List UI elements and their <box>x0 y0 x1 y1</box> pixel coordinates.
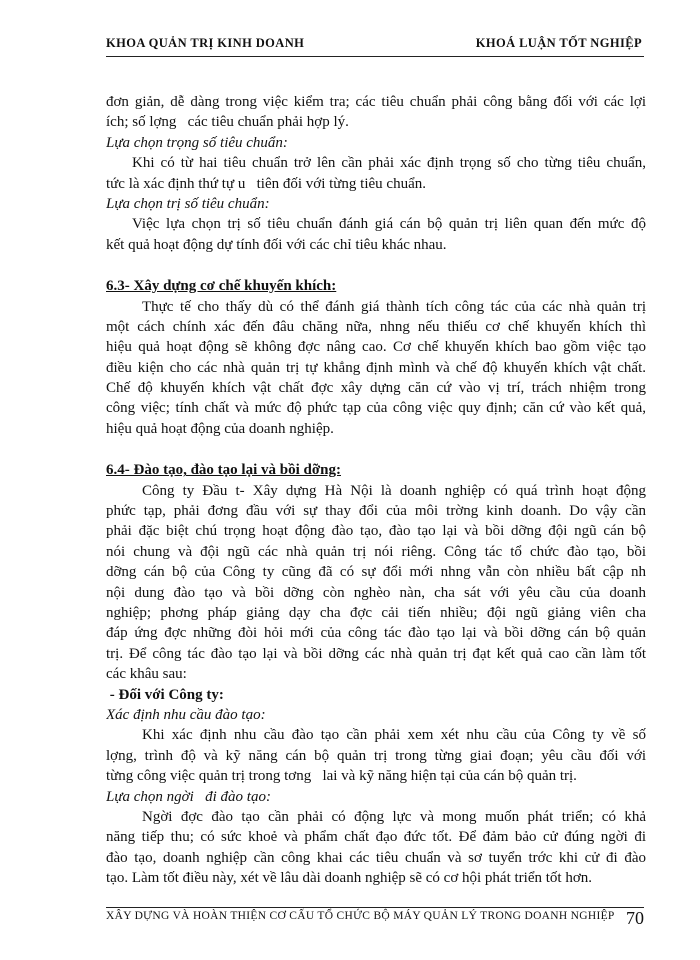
page-number: 70 <box>626 908 644 928</box>
page-header <box>106 34 644 57</box>
paragraph-line: trị. Để công tác đào tạo lại và bồi dỡng các nhà quản trị đạt kết quả cao cần làm tốt <box>106 645 646 662</box>
paragraph-line: phức tạp, phải đơng đầu với sự thay đổi của môi trờng kinh doanh. Do vậy cần <box>106 503 646 520</box>
subheading: Lựa chọn trị số tiêu chuẩn: <box>106 195 270 212</box>
paragraph-line: lợng, trình độ và kỹ năng cán bộ quản trị trong từng giai đoạn; yêu cầu đối với <box>106 747 646 764</box>
header-faculty: KHOA QUẢN TRỊ KINH DOANH <box>106 36 305 50</box>
paragraph-line: một cách chính xác đến đâu chăng nữa, nhng nếu thiếu cơ chế khuyến khích thì <box>106 318 646 335</box>
page-footer <box>106 907 644 930</box>
paragraph-line: đơn giản, dễ dàng trong việc kiểm tra; các tiêu chuẩn phải công bằng đối với các lợi <box>106 94 646 110</box>
paragraph-line: Chế độ khuyến khích vật chất đợc xây dựng căn cứ vào vị trí, trách nhiệm trong <box>106 380 646 397</box>
paragraph-line: phải đặc biệt chú trọng hoạt động đào tạo, đào tạo lại và bồi dỡng đội ngũ cán bộ <box>106 523 646 540</box>
paragraph-line: các khâu sau: <box>106 666 187 683</box>
paragraph-line: nghiệp; phơng pháp giảng dạy cha đợc cải tiến nhiều; đội ngũ giảng viên cha <box>106 604 646 621</box>
section-heading-6-4: 6.4- Đào tạo, đào tạo lại và bồi dỡng: <box>106 462 341 479</box>
subheading: Lựa chọn ngời đi đào tạo: <box>106 788 271 805</box>
footer-thesis-title: XÂY DỰNG VÀ HOÀN THIỆN CƠ CẤU TỔ CHỨC BỘ MÁY QUẢN LÝ TRONG DOANH NGHIỆP <box>106 910 615 922</box>
paragraph-line: công việc; tính chất và mức độ phức tạp của công việc quy định; căn cứ vào kết quả, <box>106 400 646 417</box>
paragraph-line: Thực tế cho thấy dù có thể đánh giá thành tích công tác của các nhà quản trị <box>142 298 646 315</box>
paragraph-line: tạo. Làm tốt điều này, xét về lâu dài doanh nghiệp sẽ có cơ hội phát triển tốt hơn. <box>106 870 593 887</box>
paragraph-line: nói chung và đội ngũ các nhà quản trị nói riêng. Công tác tổ chức đào tạo, bồi <box>106 543 646 560</box>
list-heading: - Đối với Công ty: <box>106 686 224 703</box>
paragraph-line: dỡng cán bộ của Công ty cũng đã có sự đổi mới nhng vẫn còn nhiều bất cập nh <box>106 564 646 581</box>
paragraph-line: Ngời đợc đào tạo cần phải có động lực và mong muốn phát triển; có khả <box>142 808 646 825</box>
paragraph-line: đào tạo, doanh nghiệp cần công khai các tiêu chuẩn và sơ tuyển trớc khi cử đi đào <box>106 849 646 866</box>
paragraph-line: Công ty Đầu t- Xây dựng Hà Nội là doanh nghiệp có quá trình hoạt động <box>142 482 646 499</box>
paragraph-line: nội dung đào tạo và bồi dỡng còn nghèo nàn, cha sát với yêu cầu của doanh <box>106 584 646 601</box>
subheading: Lựa chọn trọng số tiêu chuẩn: <box>106 134 288 151</box>
subheading: Xác định nhu cầu đào tạo: <box>106 706 266 723</box>
paragraph-line: tức là xác định thứ tự u tiên đối với từng tiêu chuẩn. <box>106 175 426 192</box>
paragraph-line: năng tiếp thu; có sức khoẻ và phẩm chất đạo đức tốt. Để đảm bảo cử đúng ngời đi <box>106 829 646 846</box>
page-body <box>106 92 646 888</box>
paragraph-line: Việc lựa chọn trị số tiêu chuẩn đánh giá cán bộ quản trị liên quan đến mức độ <box>132 216 646 233</box>
paragraph-line: điều kiện cho các nhà quản trị tự khẳng định mình và chế độ khuyến khích vật chất. <box>106 359 646 376</box>
section-heading-6-3: 6.3- Xây dựng cơ chế khuyến khích: <box>106 278 337 295</box>
paragraph-line: đáp ứng đợc những đòi hỏi mới của công tác đào tạo lại và bồi dỡng cán bộ quản <box>106 625 646 642</box>
paragraph-line: từng công việc quản trị trong tơng lai và kỹ năng hiện tại của cán bộ quản trị. <box>106 768 577 785</box>
paragraph-line: hiệu quả hoạt động của doanh nghiệp. <box>106 420 334 437</box>
paragraph-line: Khi xác định nhu cầu đào tạo cần phải xem xét nhu cầu của Công ty về số <box>142 727 646 744</box>
paragraph-line: Khi có từ hai tiêu chuẩn trở lên cần phải xác định trọng số cho từng tiêu chuẩn, <box>132 155 646 172</box>
header-thesis: KHOÁ LUẬN TỐT NGHIỆP <box>475 36 642 50</box>
paragraph-line: ích; số lợng các tiêu chuẩn phải hợp lý. <box>106 114 349 131</box>
paragraph-line: hiệu quả hoạt động sẽ không đợc nâng cao. Cơ chế khuyến khích bao gồm việc tạo <box>106 339 646 356</box>
paragraph-line: kết quả hoạt động dự tính đối với các chỉ tiêu khác nhau. <box>106 236 447 253</box>
